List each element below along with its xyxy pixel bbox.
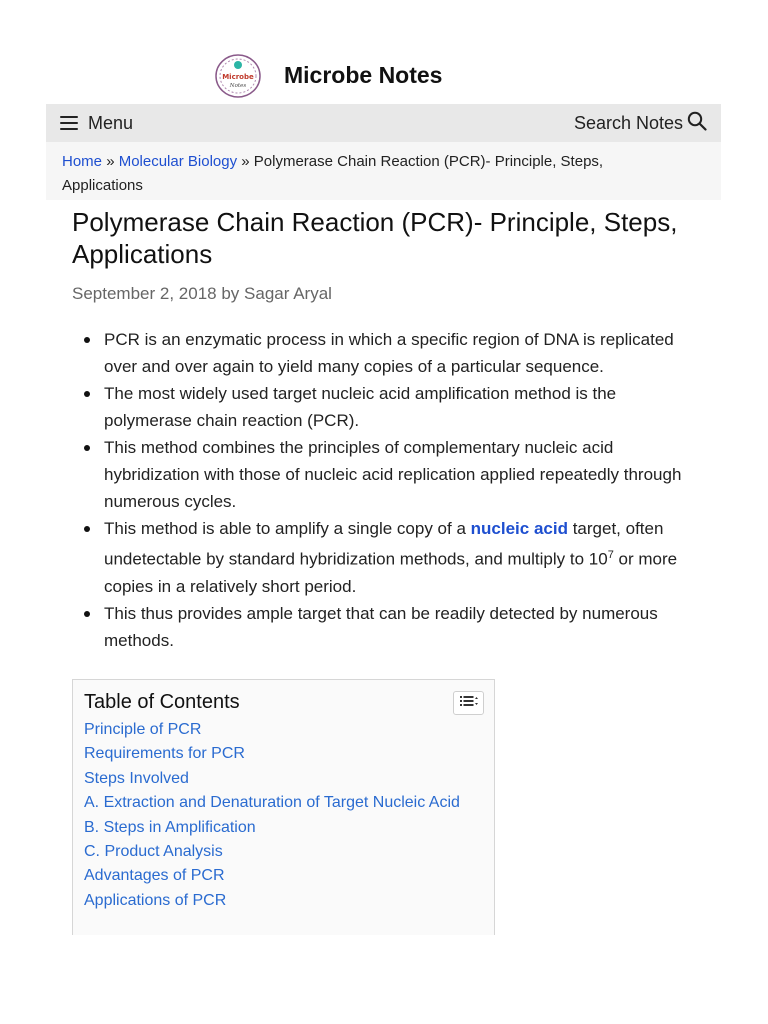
bullet-text: or more copies in a relatively short period. [104, 549, 678, 596]
toc-link-advantages[interactable]: Advantages of PCR [84, 867, 225, 885]
breadcrumb [62, 150, 662, 198]
post-date: September 2, 2018 [72, 284, 217, 303]
list-item: This thus provides ample target that can be readily detected by numerous methods. [104, 600, 704, 654]
post-by: by [221, 284, 240, 303]
breadcrumb-bar [46, 142, 721, 200]
list-item: PCR is an enzymatic process in which a specific region of DNA is replicated over and over again to yield many copies of a particular sequence. [104, 326, 704, 380]
list-item: The most widely used target nucleic acid amplification method is the polymerase chain reaction (PCR). [104, 380, 704, 434]
toc-item [84, 889, 460, 913]
toc-link-product-analysis[interactable]: C. Product Analysis [84, 843, 223, 861]
toc-link-requirements[interactable]: Requirements for PCR [84, 745, 245, 763]
breadcrumb-separator: » [106, 153, 115, 170]
hamburger-icon [60, 116, 78, 130]
intro-bullet-list [104, 326, 704, 654]
site-logo[interactable] [214, 54, 262, 98]
post-author[interactable]: Sagar Aryal [244, 284, 332, 303]
post-meta [72, 284, 332, 304]
nucleic-acid-link[interactable]: nucleic acid [470, 519, 568, 538]
site-title[interactable]: Microbe Notes [284, 62, 443, 88]
toc-title: Table of Contents [84, 691, 240, 713]
toc-item [84, 767, 460, 791]
breadcrumb-home-link[interactable]: Home [62, 153, 103, 170]
breadcrumb-category-link[interactable]: Molecular Biology [118, 153, 238, 170]
toc-link-amplification[interactable]: B. Steps in Amplification [84, 818, 256, 836]
toc-item [84, 840, 460, 864]
toc-link-principle[interactable]: Principle of PCR [84, 721, 202, 738]
exponent: 7 [607, 549, 614, 561]
bullet-text: This method is able to amplify a single copy of a [104, 519, 471, 538]
toc-item [84, 864, 460, 888]
toc-item [84, 742, 460, 766]
page-title: Polymerase Chain Reaction (PCR)- Principle, Steps, Applications [72, 207, 678, 269]
toc-toggle-button[interactable] [453, 691, 484, 715]
toc-link-applications[interactable]: Applications of PCR [84, 891, 227, 909]
search-icon [687, 111, 707, 136]
toc-link-extraction[interactable]: A. Extraction and Denaturation of Target Nucleic Acid [84, 794, 460, 812]
toc-link-steps[interactable]: Steps Involved [84, 769, 189, 787]
list-icon [460, 694, 478, 712]
toc-item [84, 791, 460, 815]
main-navbar [46, 104, 721, 142]
logo-text-top: Microbe [222, 73, 254, 81]
site-header [0, 48, 768, 104]
toc-item [84, 718, 460, 742]
table-of-contents [72, 679, 495, 935]
logo-text-bottom: Notes [229, 83, 247, 89]
toc-item [84, 816, 460, 840]
toc-list [84, 718, 460, 913]
breadcrumb-separator: » [241, 153, 250, 170]
search-label: Search Notes [573, 112, 683, 133]
menu-button[interactable] [60, 104, 133, 142]
menu-label: Menu [88, 112, 134, 133]
list-item [104, 515, 704, 600]
bullet-text: target, often undetectable by standard hybridization methods, and multiply to 10 [104, 519, 664, 569]
breadcrumb-current: Polymerase Chain Reaction (PCR)- Principle, Steps, Applications [62, 153, 604, 194]
search-button[interactable] [574, 104, 707, 142]
list-item: This method combines the principles of complementary nucleic acid hybridization with those of nucleic acid replication applied repeatedly through numerous cycles. [104, 434, 704, 515]
